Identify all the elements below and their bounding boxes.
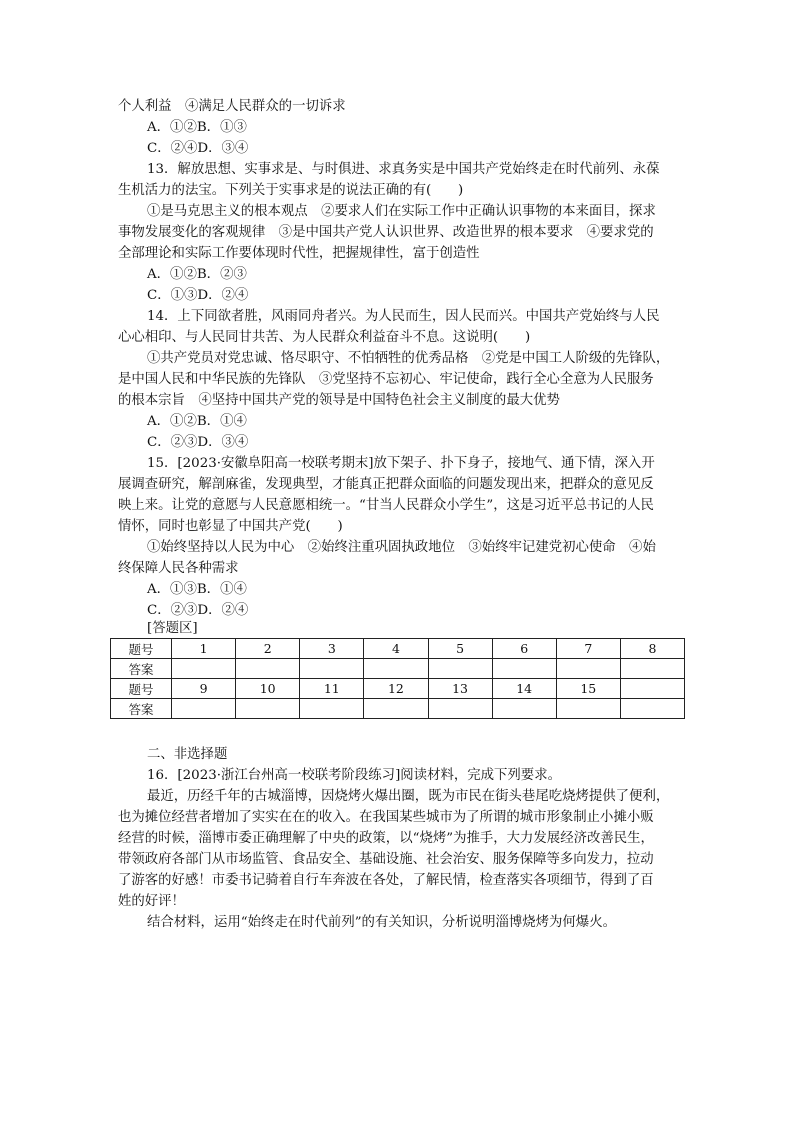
answer-cell[interactable]: [492, 699, 556, 719]
question-number-cell: 11: [300, 679, 364, 699]
q15-choice-line-1: ①始终坚持以人民为中心 ②始终注重巩固执政地位 ③始终牢记建党初心使命 ④始: [147, 540, 656, 555]
q16-stem-line-1: 16．[2023·浙江台州高一校联考阶段练习]阅读材料，完成下列要求。: [147, 768, 561, 783]
q16-material-line-6: 姓的好评！: [118, 894, 185, 909]
q14-options-cd: C．②③D．③④: [147, 435, 249, 450]
section-heading: 二、非选择题: [147, 747, 228, 762]
answer-table: [110, 638, 685, 719]
q13-stem-line-1: 13．解放思想、实事求是、与时俱进、求真务实是中国共产党始终走在时代前列、永葆: [147, 162, 660, 177]
q15-stem-line-4: 情怀，同时也彰显了中国共产党( ): [118, 519, 343, 534]
q16-material-line-4: 带领政府各部门从市场监管、食品安全、基础设施、社会治安、服务保障等多向发力，拉动: [118, 852, 654, 867]
question-number-cell: [620, 679, 684, 699]
row-label-question-number: 题号: [111, 679, 172, 699]
q15-choice-line-2: 终保障人民各种需求: [118, 561, 239, 576]
answer-cell[interactable]: [364, 659, 428, 679]
q12-options-cd: C．②④D．③④: [147, 141, 249, 156]
q16-requirement-line: 结合材料，运用“始终走在时代前列”的有关知识，分析说明淄博烧烤为何爆火。: [147, 915, 616, 930]
question-number-cell: 1: [172, 639, 236, 659]
q15-stem-line-2: 展调查研究，解剖麻雀，发现典型，才能真正把群众面临的问题发现出来，把群众的意见反: [118, 477, 654, 492]
answer-cell[interactable]: [428, 699, 492, 719]
answer-cell[interactable]: [620, 699, 684, 719]
q14-choice-line-2: 是中国人民和中华民族的先锋队 ③党坚持不忘初心、牢记使命，践行全心全意为人民服务: [118, 372, 654, 387]
answer-cell[interactable]: [172, 659, 236, 679]
question-number-cell: 4: [364, 639, 428, 659]
q16-material-line-3: 经营的时候，淄博市委正确理解了中央的政策，以“烧烤”为推手，大力发展经济改善民生，: [118, 831, 654, 846]
q15-options-ab: A．①③B．①④: [147, 582, 247, 597]
q14-choice-line-3: 的根本宗旨 ④坚持中国共产党的领导是中国特色社会主义制度的最大优势: [118, 393, 560, 408]
question-number-cell: 8: [620, 639, 684, 659]
answer-cell[interactable]: [300, 659, 364, 679]
q13-options-ab: A．①②B．②③: [147, 267, 247, 282]
q14-stem-line-1: 14．上下同欲者胜，风雨同舟者兴。为人民而生，因人民而兴。中国共产党始终与人民: [147, 309, 660, 324]
question-number-cell: 6: [492, 639, 556, 659]
answer-cell[interactable]: [556, 659, 620, 679]
question-number-cell: 12: [364, 679, 428, 699]
q15-stem-line-1: 15．[2023·安徽阜阳高一校联考期末]放下架子、扑下身子，接地气、通下情，深入开: [147, 456, 655, 471]
row-label-answer: 答案: [111, 699, 172, 719]
question-number-cell: 5: [428, 639, 492, 659]
q13-options-cd: C．①③D．②④: [147, 288, 249, 303]
answer-cell[interactable]: [300, 699, 364, 719]
question-number-cell: 3: [300, 639, 364, 659]
q14-choice-line-1: ①共产党员对党忠诚、恪尽职守、不怕牺牲的优秀品格 ②党是中国工人阶级的先锋队，: [147, 351, 670, 366]
table-row: [111, 679, 685, 699]
question-number-cell: 7: [556, 639, 620, 659]
q16-material-line-2: 也为摊位经营者增加了实实在在的收入。在我国某些城市为了所谓的城市形象制止小摊小贩: [118, 810, 654, 825]
q16-material-line-5: 了游客的好感！市委书记骑着自行车奔波在各处，了解民情，检查落实各项细节，得到了百: [118, 873, 654, 888]
answer-cell[interactable]: [556, 699, 620, 719]
q16-material-line-1: 最近，历经千年的古城淄博，因烧烤火爆出圈，既为市民在街头巷尾吃烧烤提供了便利，: [147, 789, 670, 804]
q12-tail-line: 个人利益 ④满足人民群众的一切诉求: [118, 99, 346, 114]
question-number-cell: 2: [236, 639, 300, 659]
question-number-cell: 14: [492, 679, 556, 699]
table-row: [111, 659, 685, 679]
answer-cell[interactable]: [620, 659, 684, 679]
table-row: [111, 699, 685, 719]
row-label-question-number: 题号: [111, 639, 172, 659]
q13-choice-line-2: 事物发展变化的客观规律 ③是中国共产党人认识世界、改造世界的根本要求 ④要求党的: [118, 225, 654, 240]
question-number-cell: 15: [556, 679, 620, 699]
answer-cell[interactable]: [172, 699, 236, 719]
q14-options-ab: A．①②B．①④: [147, 414, 247, 429]
q15-stem-line-3: 映上来。让党的意愿与人民意愿相统一。“甘当人民群众小学生”，这是习近平总书记的人民: [118, 498, 654, 513]
q13-choice-line-3: 全部理论和实际工作要体现时代性，把握规律性，富于创造性: [118, 246, 480, 261]
answer-cell[interactable]: [364, 699, 428, 719]
answer-cell[interactable]: [492, 659, 556, 679]
question-number-cell: 13: [428, 679, 492, 699]
answer-cell[interactable]: [428, 659, 492, 679]
question-number-cell: 10: [236, 679, 300, 699]
q14-stem-line-2: 心心相印、与人民同甘共苦、为人民群众利益奋斗不息。这说明( ): [118, 330, 531, 345]
row-label-answer: 答案: [111, 659, 172, 679]
q15-options-cd: C．②③D．②④: [147, 603, 249, 618]
answer-cell[interactable]: [236, 659, 300, 679]
q13-choice-line-1: ①是马克思主义的根本观点 ②要求人们在实际工作中正确认识事物的本来面目，探求: [147, 204, 656, 219]
table-row: [111, 639, 685, 659]
q13-stem-line-2: 生机活力的法宝。下列关于实事求是的说法正确的有( ): [118, 183, 464, 198]
answer-cell[interactable]: [236, 699, 300, 719]
question-number-cell: 9: [172, 679, 236, 699]
q12-options-ab: A．①②B．①③: [147, 120, 247, 135]
answer-area-title: [答题区]: [147, 621, 198, 636]
